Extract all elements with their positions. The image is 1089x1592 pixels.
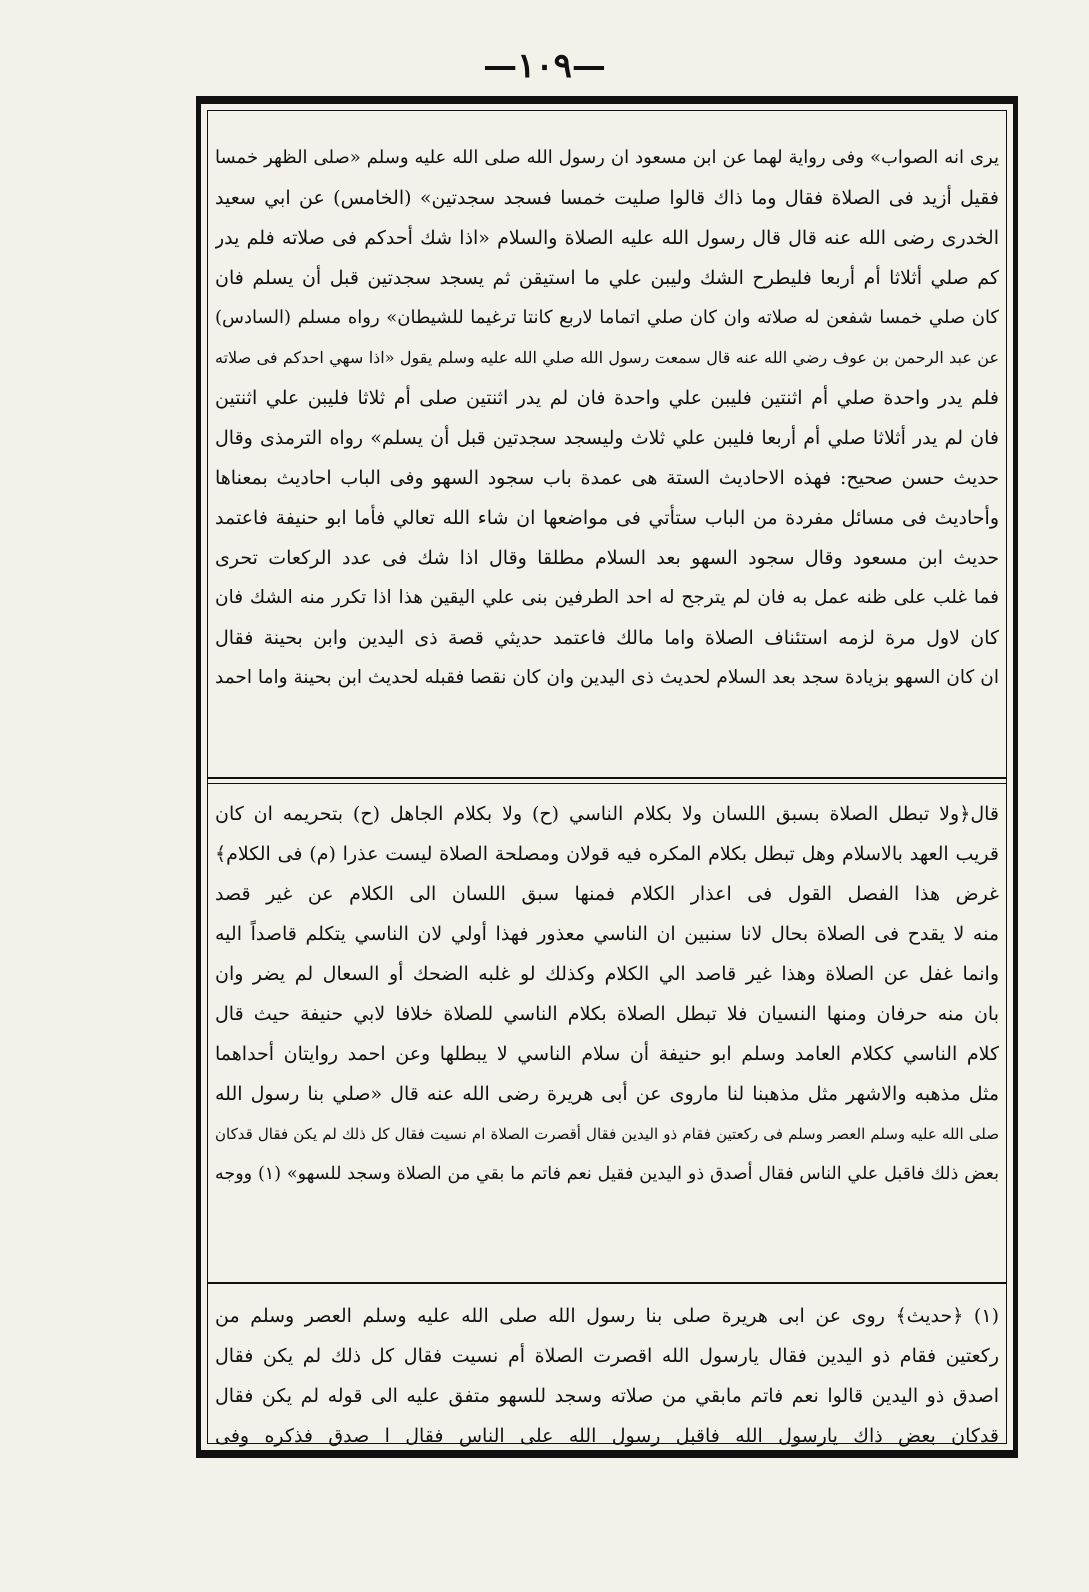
section-divider xyxy=(207,777,1007,779)
footnote-section xyxy=(215,1296,999,1456)
main-text-middle xyxy=(215,794,999,1194)
text-line: كان لاول مرة لزمه استئناف الصلاة واما مالك فاعتمد حديثي قصة ذى اليدين وابن بحينة فقال xyxy=(215,627,999,649)
text-line: وانما غفل عن الصلاة وهذا غير قاصد الي الكلام وكذلك لو غلبه الضحك أو السعال لم يضر وان xyxy=(215,963,999,985)
footnote-line: (١) ﴿حديث﴾ روى عن ابى هريرة صلى بنا رسول الله صلى الله عليه وسلم العصر وسلم من xyxy=(215,1305,999,1327)
text-line: حديث حسن صحيح: فهذه الاحاديث الستة هى عمدة باب سجود السهو وفى الباب احاديث بمعناها xyxy=(215,467,999,489)
section-divider xyxy=(207,783,1007,784)
text-line: منه لا يقدح فى الصلاة بحال لانا سنبين ان الناسي معذور فهذا أولي لان الناسي يتكلم قاصداً اليه xyxy=(215,923,999,945)
text-line: عن عبد الرحمن بن عوف رضي الله عنه قال سمعت رسول الله صلي الله عليه وسلم يقول «اذا سهي احدكم فى صلاته xyxy=(215,348,999,367)
main-text-top xyxy=(215,138,999,698)
text-line: فقيل أزيد فى الصلاة فقال وما ذاك قالوا صليت خمسا فسجد سجدتين» (الخامس) عن ابي سعيد xyxy=(215,187,999,209)
footnote-line: ركعتين فقام ذو اليدين فقال يارسول الله اقصرت الصلاة أم نسيت فقال كل ذلك لم يكن فقال xyxy=(215,1345,999,1367)
text-line: قريب العهد بالاسلام وهل تبطل بكلام المكره فيه قولان ومصلحة الصلاة ليست عذرا (م) فى الكلام﴾ xyxy=(215,843,999,865)
text-line: حديث ابن مسعود وقال سجود السهو بعد السلام مطلقا وقال اذا شك فى عدد الركعات تحرى xyxy=(215,547,999,569)
footnote-line: اصدق ذو اليدين قالوا نعم فاتم مابقي من صلاته وسجد للسهو متفق عليه الى قوله لم يكن فقال xyxy=(215,1385,999,1407)
text-line: كان صلي خمسا شفعن له صلاته وان كان صلي اتماما لاربع كانتا ترغيما للشيطان» رواه مسلم (السادس) xyxy=(215,307,999,328)
text-line: يرى انه الصواب» وفى رواية لهما عن ابن مسعود ان رسول الله صلى الله عليه وسلم «صلى الظهر خمسا xyxy=(215,147,999,168)
text-line: بان منه حرفان ومنها النسيان فلا تبطل الصلاة بكلام الناسي للصلاة خلافا لابي حنيفة حيث قال xyxy=(215,1003,999,1025)
text-line: فان لم يدر أثلاثا صلي أم أربعا فليبن علي ثلاث وليسجد سجدتين قبل أن يسلم» رواه الترمذى وقال xyxy=(215,427,999,449)
text-line: صلى الله عليه وسلم العصر وسلم فى ركعتين فقام ذو اليدين فقال أقصرت الصلاة ام نسيت فقال كل ذلك لم يكن فقال قدكان xyxy=(215,1125,999,1143)
text-line: فلم يدر واحدة صلي أم اثنتين فليبن علي واحدة فان لم يدر اثنتين صلى أم ثلاثا فليبن علي اثنتين xyxy=(215,387,999,409)
page-number: —١٠٩— xyxy=(483,46,606,86)
footnote-divider xyxy=(207,1282,1007,1284)
text-line: وأحاديث فى مسائل مفردة من الباب ستأتي فى مواضعها ان شاء الله تعالي فأما ابو حنيفة فاعتمد xyxy=(215,507,999,529)
text-line: بعض ذلك فاقبل علي الناس فقال أصدق ذو اليدين فقيل نعم فاتم ما بقي من الصلاة وسجد للسهو» (١) ووجه xyxy=(215,1164,999,1184)
page-frame xyxy=(196,96,1018,1458)
text-line: كلام الناسي ككلام العامد وسلم ابو حنيفة أن سلام الناسي لا يبطلها وعن احمد روايتان أحداهما xyxy=(215,1043,999,1065)
text-line: الخدرى رضى الله عنه قال قال رسول الله عليه الصلاة والسلام «اذا شك أحدكم فى صلاته فلم يدر xyxy=(215,227,999,249)
text-line: كم صلي أثلاثا أم أربعا فليطرح الشك وليبن علي ما استيقن ثم يسجد سجدتين قبل أن يسلم فان xyxy=(215,267,999,289)
footnote-line: قدكان بعض ذاك يارسول الله فاقبل رسول الله على الناس فقال ا صدق فذكره وفى xyxy=(215,1425,999,1447)
text-line: ان كان السهو بزيادة سجد بعد السلام لحديث ذى اليدين وان كان نقصا فقبله لحديث ابن بحينة واما احمد xyxy=(215,667,999,688)
text-line: قال﴿ولا تبطل الصلاة بسبق اللسان ولا بكلام الناسي (ح) ولا بكلام الجاهل (ح) بتحريمه ان كان xyxy=(215,803,999,825)
text-line: فما غلب على ظنه عمل به فان لم يترجح له احد الطرفين بنى علي اليقين هذا اذا تكرر منه الشك فان xyxy=(215,587,999,608)
text-line: مثل مذهبه والاشهر مثل مذهبنا لنا ماروى عن أبى هريرة رضى الله عنه قال «صلي بنا رسول الله xyxy=(215,1083,999,1105)
text-line: غرض هذا الفصل القول فى اعذار الكلام فمنها سبق اللسان الى الكلام عن غير قصد xyxy=(215,883,999,905)
